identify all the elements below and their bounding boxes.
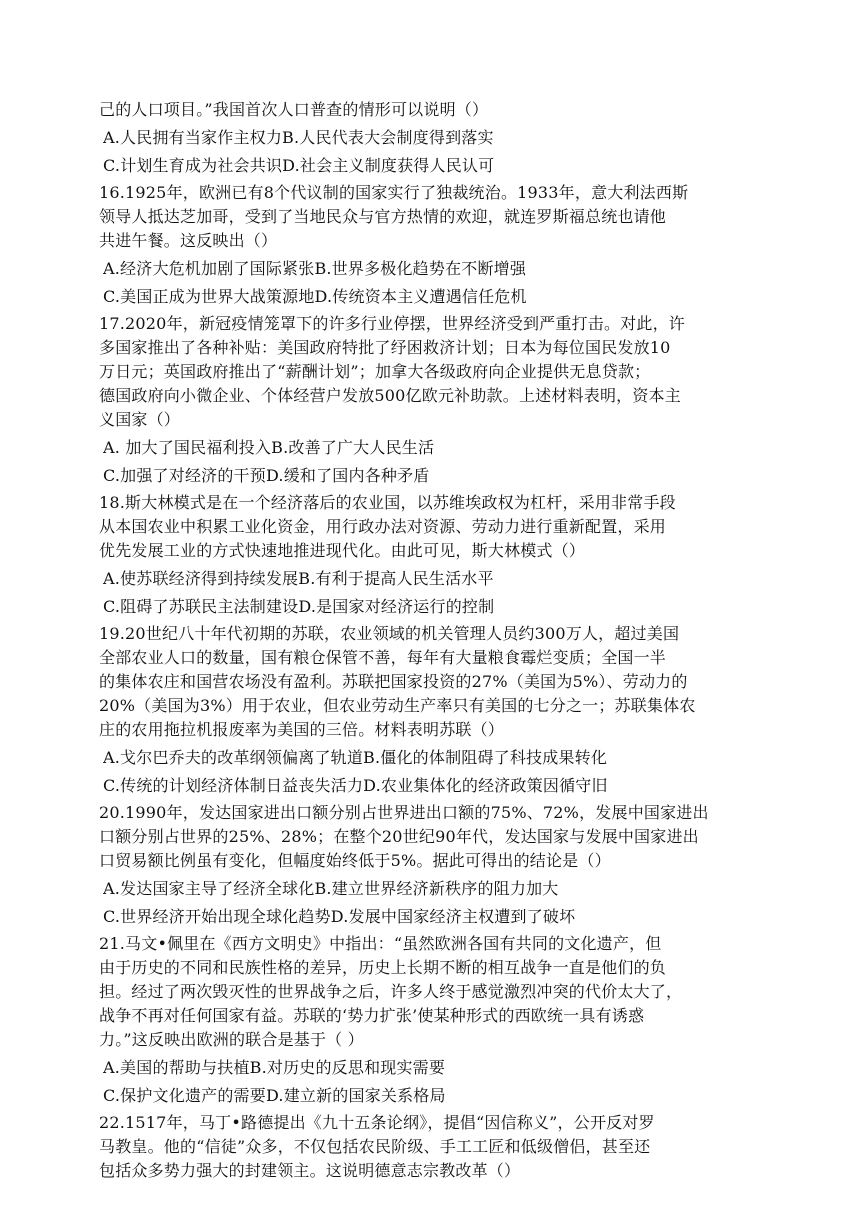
text-line: 领导人抵达芝加哥，受到了当地民众与官方热情的欢迎，就连罗斯福总统也请他 xyxy=(99,207,667,226)
option-line: A.美国的帮助与扶植B.对历史的反思和现实需要 xyxy=(103,1058,446,1077)
option-line: A.戈尔巴乔夫的改革纲领偏离了轨道B.僵化的体制阻碍了科技成果转化 xyxy=(103,748,608,767)
text-line: 由于历史的不同和民族性格的差异，历史上长期不断的相互战争一直是他们的负 xyxy=(99,958,667,977)
option-line: C.美国正成为世界大战策源地D.传统资本主义遭遇信任危机 xyxy=(103,287,527,306)
text-line: 从本国农业中积累工业化资金，用行政办法对资源、劳动力进行重新配置，采用 xyxy=(99,517,667,536)
option-line: A.发达国家主导了经济全球化B.建立世界经济新秩序的阻力加大 xyxy=(103,879,559,898)
text-line: 担。经过了两次毁灭性的世界战争之后，许多人终于感觉激烈冲突的代价太大了， xyxy=(99,982,683,1001)
text-line: 的集体农庄和国营农场没有盈利。苏联把国家投资的27%（美国为5%）、劳动力的 xyxy=(99,672,688,691)
text-line: 多国家推出了各种补贴：美国政府特批了纾困救济计划；日本为每位国民发放10 xyxy=(99,338,671,357)
option-line: A.使苏联经济得到持续发展B.有利于提高人民生活水平 xyxy=(103,569,494,588)
text-line: 己的人口项目。”我国首次人口普查的情形可以说明（） xyxy=(99,100,489,119)
question-18-line: 18.斯大林模式是在一个经济落后的农业国，以苏维埃政权为杠杆，采用非常手段 xyxy=(99,493,676,512)
option-line: C.传统的计划经济体制日益丧失活力D.农业集体化的经济政策因循守旧 xyxy=(103,776,608,795)
question-19-line: 19.20世纪八十年代初期的苏联，农业领域的机关管理人员约300万人，超过美国 xyxy=(99,624,680,643)
text-line: 德国政府向小微企业、个体经营户发放500亿欧元补助款。上述材料表明，资本主 xyxy=(99,386,681,405)
text-line: 全部农业人口的数量，国有粮仓保管不善，每年有大量粮食霉烂变质；全国一半 xyxy=(99,648,667,667)
question-22-line: 22.1517年，马丁•路德提出《九十五条论纲》，提倡“因信称义”，公开反对罗 xyxy=(99,1113,655,1132)
option-line: C.计划生育成为社会共识D.社会主义制度获得人民认可 xyxy=(103,156,495,175)
text-line: 20%（美国为3%）用于农业，但农业劳动生产率只有美国的七分之一；苏联集体农 xyxy=(99,696,696,715)
option-line: A.经济大危机加剧了国际紧张B.世界多极化趋势在不断增强 xyxy=(103,259,527,278)
text-line: 共进午餐。这反映出（） xyxy=(99,231,278,250)
text-line: 口贸易额比例虽有变化，但幅度始终低于5%。据此可得出的结论是（） xyxy=(99,851,611,870)
text-line: 包括众多势力强大的封建领主。这说明德意志宗教改革（） xyxy=(99,1161,521,1180)
text-line: 马教皇。他的“信徒”众多，不仅包括农民阶级、手工工匠和低级僧侣，甚至还 xyxy=(99,1137,651,1156)
option-line: C.保护文化遗产的需要D.建立新的国家关系格局 xyxy=(103,1086,446,1105)
option-line: C.世界经济开始出现全球化趋势D.发展中国家经济主权遭到了破坏 xyxy=(103,907,576,926)
text-line: 万日元；英国政府推出了“薪酬计划”；加拿大各级政府向企业提供无息贷款； xyxy=(99,362,651,381)
text-line: 口额分别占世界的25%、28%；在整个20世纪90年代，发达国家与发展中国家进出 xyxy=(99,827,699,846)
text-line: 庄的农用拖拉机报废率为美国的三倍。材料表明苏联（） xyxy=(99,720,505,739)
question-21-line: 21.马文•佩里在《西方文明史》中指出：“虽然欧洲各国有共同的文化遗产，但 xyxy=(99,934,662,953)
option-line: A. 加大了国民福利投入B.改善了广大人民生活 xyxy=(103,438,435,457)
question-20-line: 20.1990年，发达国家进出口额分别占世界进出口额的75%、72%，发展中国家进出 xyxy=(99,803,709,822)
text-line: 优先发展工业的方式快速地推进现代化。由此可见，斯大林模式（） xyxy=(99,541,586,560)
option-line: A.人民拥有当家作主权力B.人民代表大会制度得到落实 xyxy=(103,128,494,147)
option-line: C.加强了对经济的干预D.缓和了国内各种矛盾 xyxy=(103,466,430,485)
text-line: 义国家（） xyxy=(99,410,181,429)
question-17-line: 17.2020年，新冠疫情笼罩下的许多行业停摆，世界经济受到严重打击。对此，许 xyxy=(99,314,685,333)
option-line: C.阻碍了苏联民主法制建设D.是国家对经济运行的控制 xyxy=(103,597,495,616)
question-16-line: 16.1925年，欧洲已有8个代议制的国家实行了独裁统治。1933年，意大利法西斯 xyxy=(99,183,689,202)
text-line: 战争不再对任何国家有益。苏联的‘势力扩张’使某种形式的西欧统一具有诱惑 xyxy=(99,1006,645,1025)
text-line: 力。”这反映出欧洲的联合是基于（ ） xyxy=(99,1030,364,1049)
